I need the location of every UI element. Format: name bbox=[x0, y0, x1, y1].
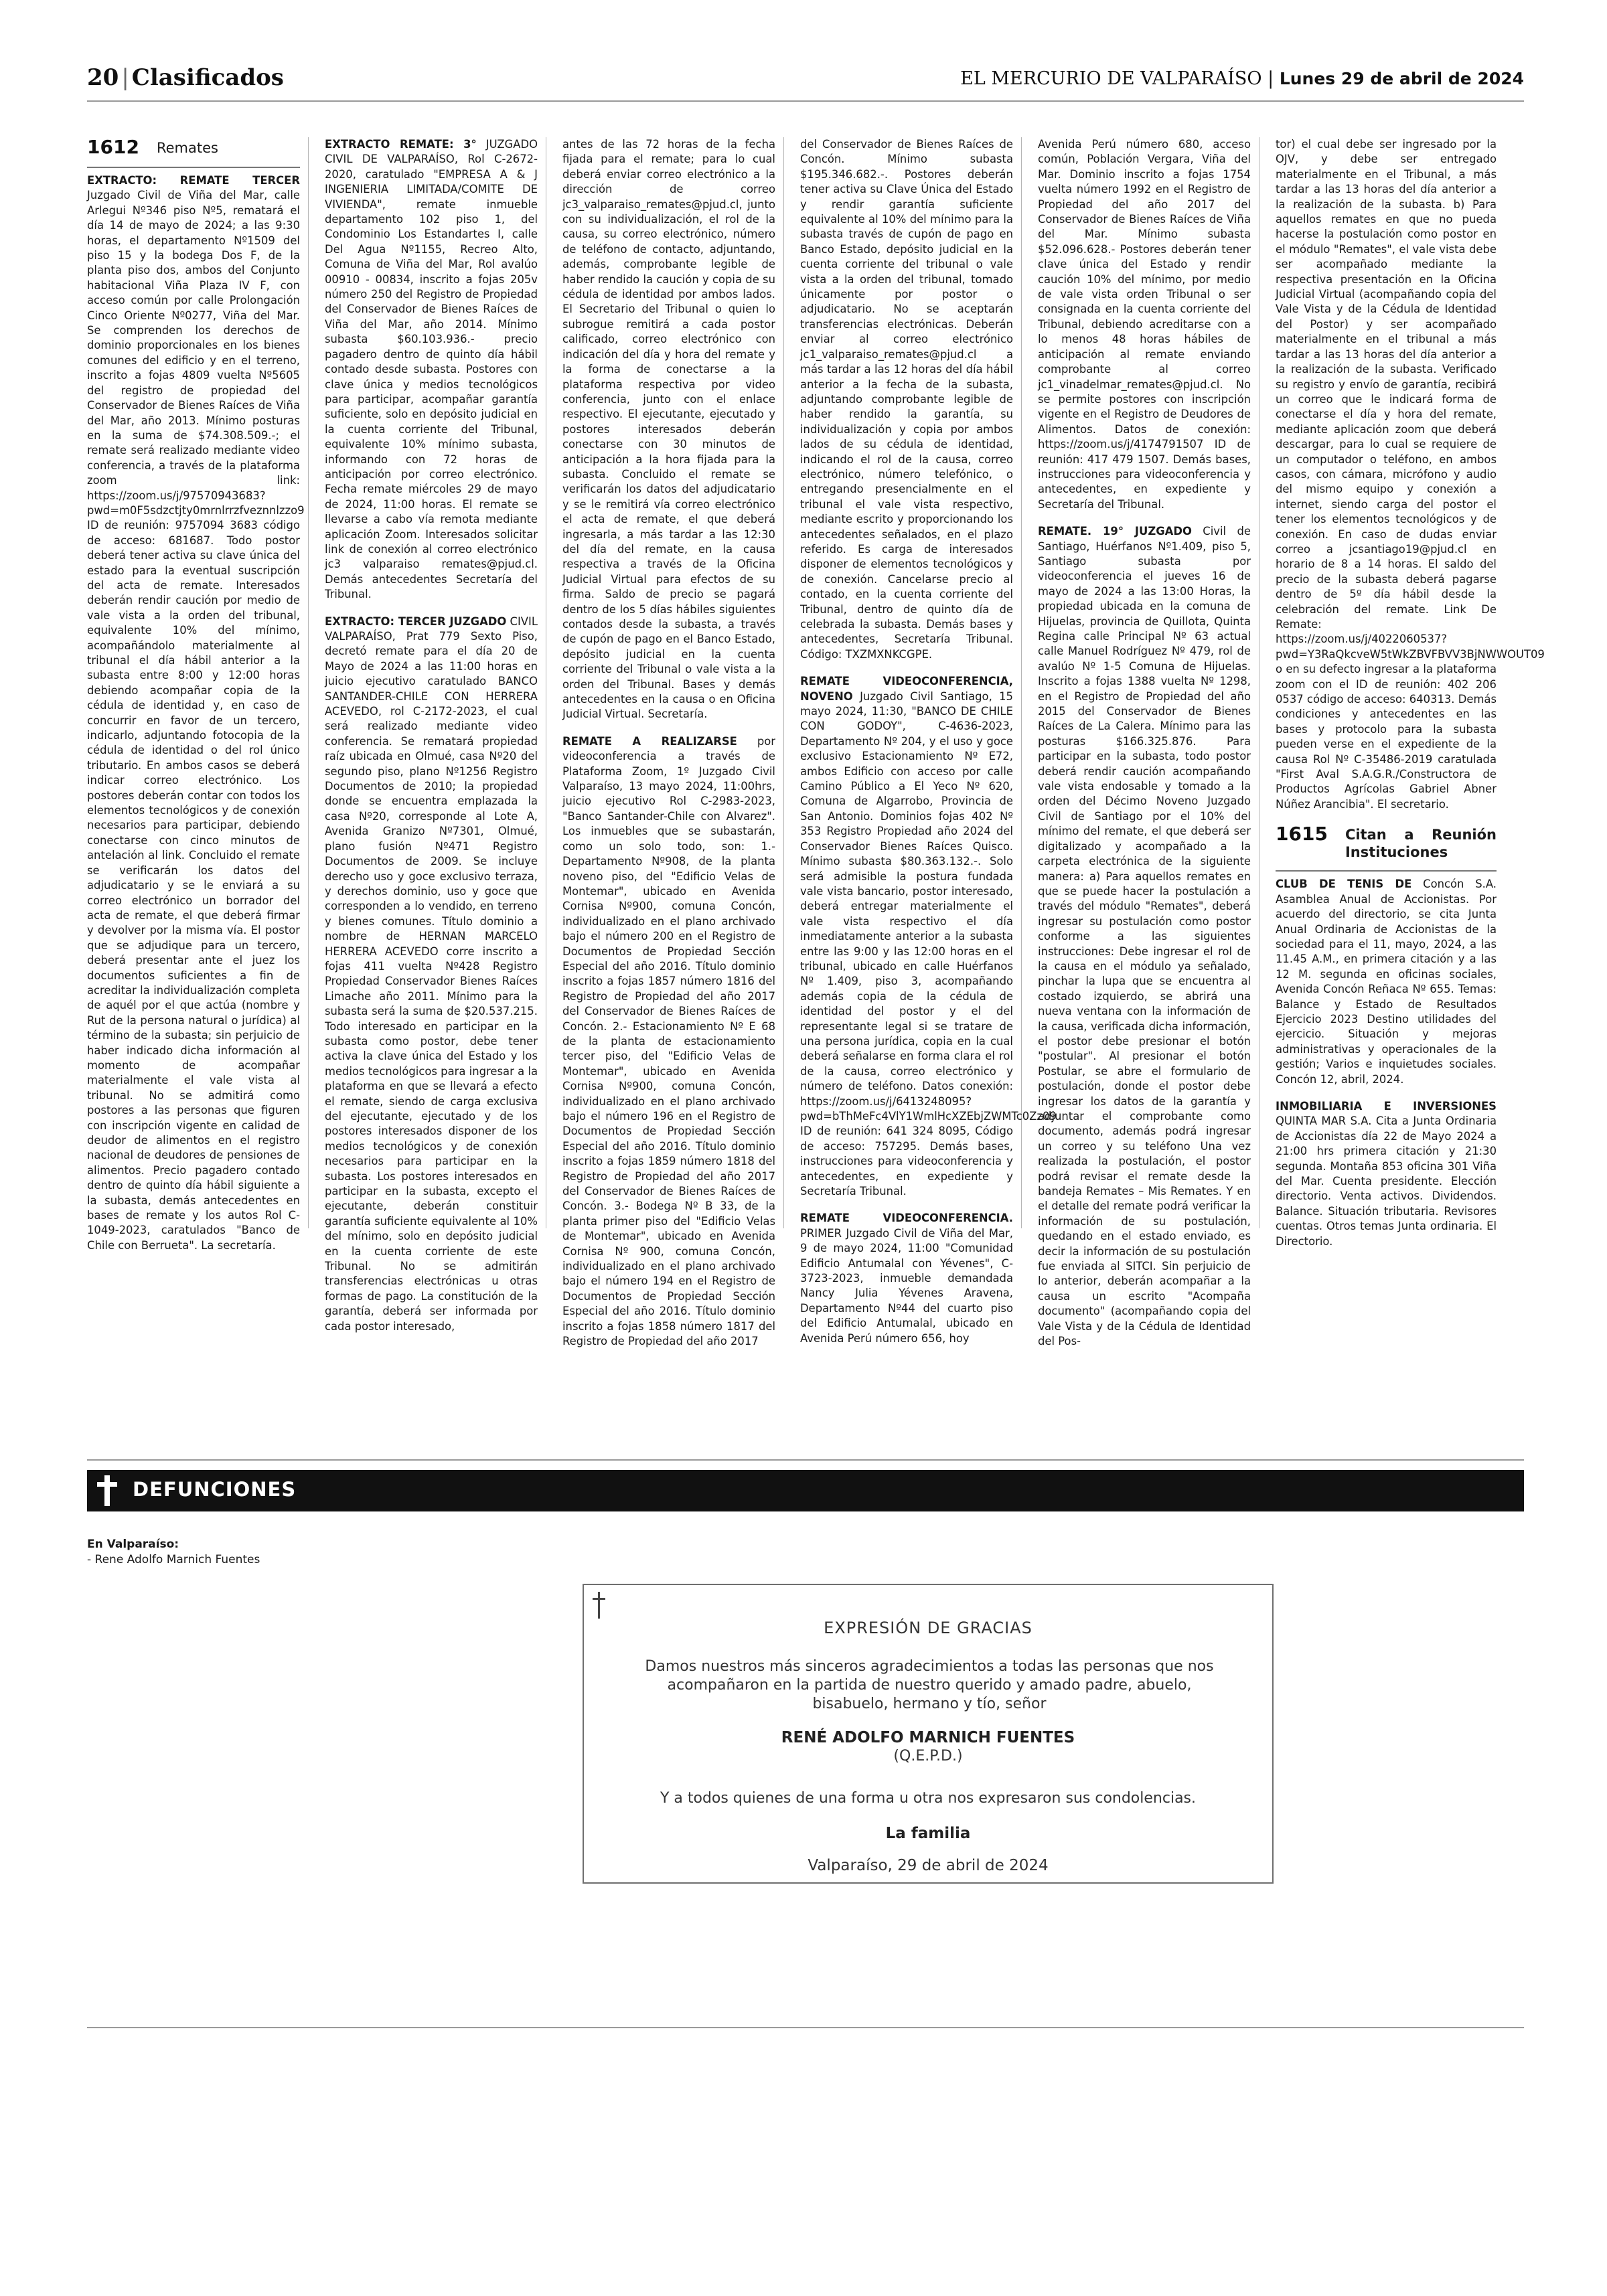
section-title: Citan a Reunión Instituciones bbox=[1345, 827, 1497, 861]
location-label: En Valparaíso: bbox=[87, 1538, 179, 1551]
card-thanks: Y a todos quienes de una forma u otra nos expresaron sus condolencias. bbox=[660, 1790, 1197, 1807]
deceased-name: RENÉ ADOLFO MARNICH FUENTES bbox=[781, 1729, 1075, 1746]
notice bbox=[562, 734, 775, 1349]
column-6 bbox=[1276, 137, 1545, 1248]
notice-title: EXTRACTO: TERCER JUZGADO bbox=[325, 614, 507, 628]
notice-body: Juzgado Civil de Viña del Mar, calle Arlegui Nº346 piso Nº5, rematará el día 14 de mayo de 2024; a las 9:30 horas, el departamento Nº1509 del piso 15 y la bodega Dos F, de la planta piso dos, ambos del Conjunto habitacional Viña Plaza IV F, con acceso común por calle Prolongación Cinco Oriente Nº0277, Viña del Mar. Se comprenden los derechos de dominio proporcionales en los bienes comunes del edificio y en el terreno, inscrito a fojas 4809 vuelta Nº5605 del registro de propiedad del Conservador de Bienes Raíces de Viña del Mar, año 2013. Mínimo posturas en la suma de $74.308.509.-; el remate será realizado mediante video conferencia, a través de la plataforma zoom link: https://zoom.us/j/97570943683?pwd=m0F5sdzctjty0mrnlrrzfveznnlzzo9 ID de reunión: 9757094 3683 código de acceso: 681687. Todo postor deberá tener activa su clave única del estado para la eventual suscripción del acta de remate. Interesados deberán rendir caución por medio de vale vista a la orden del tribunal, equivalente 10% del mínimo, acompañándolo materialmente al tribunal el día hábil anterior a la subasta entre 8:00 y 12:00 horas debiendo acompañar copia de la cédula de identidad y, en caso de concurrir en favor de un tercero, indicarlo, adjuntando fotocopia de la cédula de identidad o del rol único tributario. En ambos casos se deberá indicar correo electrónico. Los postores deberán contar con todos los elementos tecnológicos y de conexión necesarios para participar, debiendo conectarse con cinco minutos de antelación al link. Concluido el remate se verificarán los datos del adjudicatario y se le enviará a su correo electrónico un borrador del acta de remate, el que deberá firmar y devolver por la misma vía. El postor que se adjudique para un tercero, deberá presentar ante el juez los documentos suficientes a fin de acreditar la individualización completa de aquél por el que actúa (nombre y Rut de la persona natural o jurídica) al término de la subasta; sin perjuicio de haber indicado dicha información al momento de acompañar materialmente el vale vista al tribunal. No se admitirá como postores a las personas que figuren con inscripción vigente en calidad de deudor de alimentos en el registro nacional de deudores de pensiones de alimentos. Precio pagadero contado dentro de quinto día hábil siguiente a la subasta, demás antecedentes en bases de remate y los autos Rol C-1049-2023, caratulados "Banco de Chile con Berrueta". La secretaría. bbox=[87, 189, 305, 1252]
card-message: Damos nuestros más sinceros agradecimientos a todas las personas que nos acompañaron en la partida de nuestro querido y amado padre, abuelo, bisabuelo, hermano y tío, señor bbox=[645, 1658, 1214, 1712]
notice-body: Civil de Santiago, Huérfanos Nº1.409, piso 5, Santiago subasta por videoconferencia el jueves 16 de mayo de 2024 a las 13:00 Horas, la propiedad ubicada en la comuna de Hijuelas, provincia de Quillota, Quinta Regina calle Principal Nº 63 actual calle Manuel Rodríguez Nº 479, rol de avalúo Nº 1-5 Comuna de Hijuelas. Inscrito a fojas 1388 vuelta Nº 1298, en el Registro de Propiedad del año 2015 del Conservador de Bienes Raíces de La Calera. Mínimo para las posturas $166.325.876. Para participar en la subasta, todo postor deberá rendir caución acompañando vale vista endosable y tomado a la orden del Décimo Noveno Juzgado Civil de Santiago por el 10% del mínimo del remate, el que deberá ser digitalizado y acompañado a la carpeta electrónica de la siguiente manera: a) Para aquellos remates en que se puede hacer la postulación a través del módulo "Remates", deberá ingresar su postulación como postor conforme a las siguientes instrucciones: Debe ingresar el rol de la causa en el módulo ya señalado, pinchar la lupa que se encuentra al costado izquierdo, se abrirá una nueva ventana con la información de la causa, verificada dicha información, el postor debe presionar el botón "postular". Al presionar el botón Postular, se abre el formulario de postulación, donde el postor debe ingresar los datos de la garantía y adjuntar el comprobante como documento, además podrá ingresar un correo y su teléfono Una vez realizada la postulación, el postor podrá revisar el remate desde la bandeja Remates – Mis Remates. Y en el detalle del remate podrá verificar la información de su postulación, quedando en el estado enviado, es decir la información de su postulación fue enviada al SITCI. Sin perjuicio de lo anterior, deberán acompañar a la causa un escrito "Acompaña documento" (acompañando copia del Vale Vista y de la Cédula de Identidad del Pos- bbox=[1038, 525, 1251, 1348]
notice bbox=[1038, 524, 1251, 1349]
notice-title: CLUB DE TENIS DE bbox=[1276, 878, 1412, 891]
notice-title: EXTRACTO REMATE: 3° bbox=[325, 138, 477, 151]
notice-title: EXTRACTO: REMATE TERCER bbox=[87, 174, 300, 187]
death-notice-entry: - Rene Adolfo Marnich Fuentes bbox=[87, 1553, 260, 1566]
card-signature: La familia bbox=[885, 1825, 971, 1842]
page-bottom-rule bbox=[87, 2027, 1524, 2028]
section-rule bbox=[1276, 870, 1497, 872]
column-2 bbox=[325, 137, 538, 1333]
cross-icon bbox=[94, 1474, 121, 1507]
notice-body: QUINTA MAR S.A. Cita a Junta Ordinaria de Accionistas día 22 de Mayo 2024 a 21:00 hrs primera citación y 21:30 segunda. Montaña 853 oficina 301 Viña del Mar. Cuenta presidente. Elección directorio. Venta activos. Dividendos. Balance. Situación tributaria. Revisores cuentas. Otros temas Junta ordinaria. El Directorio. bbox=[1276, 1115, 1497, 1248]
page-number: 20 bbox=[87, 64, 119, 91]
notice-body: CIVIL VALPARAÍSO, Prat 779 Sexto Piso, decretó remate para el día 20 de Mayo de 2024 a las 11:00 horas en juicio ejecutivo caratulado BANCO SANTANDER-CHILE CON HERRERA ACEVEDO, rol C-2172-2023, el cual será realizado mediante video conferencia. Se rematará propiedad raíz ubicada en Olmué, casa Nº20 del segundo piso, plano Nº1256 Registro Documentos de 2010; la propiedad donde se encuentra emplazada la casa Nº20, corresponde al Lote A, Avenida Granizo Nº7301, Olmué, plano fusión Nº471 Registro Documentos de 2009. Se incluye derecho uso y goce exclusivo terraza, y derechos dominio, uso y goce que corresponden a lo vendido, en terreno y bienes comunes. Título dominio a nombre de HERNAN MARCELO HERRERA ACEVEDO corre inscrito a fojas 411 vuelta Nº428 Registro Propiedad Conservador Bienes Raíces Limache año 2011. Mínimo para la subasta será la suma de $20.537.215. Todo interesado en participar en la subasta como postor, debe tener activa la clave única del Estado y los medios tecnológicos para ingresar a la plataforma en que se llevará a efecto el remate, siendo de carga exclusiva del ejecutante, ejecutado y de los postores interesados disponer de los medios tecnológicos y de conexión necesarios para participar en la subasta. Los postores interesados en participar en la subasta, excepto el ejecutante, deberán constituir garantía suficiente equivalente al 10% del mínimo, solo en depósito judicial en la cuenta corriente de este Tribunal. No se admitirán transferencias electrónicas u otras formas de pago. La constitución de la garantía, deberá ser informada por cada postor interesado, bbox=[325, 614, 538, 1333]
notice bbox=[800, 1211, 1013, 1346]
notice-body: del Conservador de Bienes Raíces de Concón. Mínimo subasta $195.346.682.-. Postores deberán tener activa su Clave Única del Estado y rendir garantía suficiente equivalente al 10% del mínimo para la subasta través de cupón de pago en Banco Estado, depósito judicial en la cuenta corriente del tribunal o vale vista a la orden del tribunal, tomado únicamente por postor o adjudicatario. No se aceptarán transferencias electrónicas. Deberán enviar al correo electrónico jc1_valparaiso_remates@pjud.cl a más tardar a las 12 horas del día hábil anterior a la fecha de la subasta, adjuntando comprobante legible de haber rendido la garantía, su individualización y copia por ambos lados de su cédula de identidad, indicando el rol de la causa, correo electrónico, número telefónico, o entregando presencialmente en el tribunal el vale vista respectivo, mediante escrito y proporcionando los antecedentes señalados, en el plazo referido. Es carga de interesados disponer de elementos tecnológicos y de conexión. Cancelarse precio al contado, en la cuenta corriente del Tribunal, dentro de quinto día de celebrada la subasta. Demás bases y antecedentes, Secretaría Tribunal. Código: TXZMXNKCGPE. bbox=[800, 138, 1013, 661]
section-number: 1615 bbox=[1276, 823, 1328, 845]
section-heading bbox=[1276, 824, 1497, 861]
card-date: Valparaíso, 29 de abril de 2024 bbox=[808, 1857, 1049, 1874]
notice bbox=[325, 614, 538, 1335]
notice bbox=[325, 137, 538, 602]
issue-date: Lunes 29 de abril de 2024 bbox=[1279, 69, 1524, 88]
gratitude-notice-card bbox=[583, 1584, 1274, 1884]
notice-title: INMOBILIARIA E INVERSIONES bbox=[1276, 1099, 1497, 1113]
newspaper-name: EL MERCURIO DE VALPARAÍSO bbox=[960, 68, 1262, 89]
masthead: EL MERCURIO DE VALPARAÍSO | Lunes 29 de abril de 2024 bbox=[960, 68, 1524, 89]
defunciones-top-rule bbox=[87, 1459, 1524, 1461]
notice-title: REMATE. 19° JUZGADO bbox=[1038, 525, 1192, 538]
notice-body: Juzgado Civil Santiago, 15 mayo 2024, 11:30, "BANCO DE CHILE CON GODOY", C-4636-2023, Departamento Nº 204, y el uso y goce exclusivo Estacionamiento Nº E72, ambos Edificio con acceso por calle Camino Público a El Yeco Nº 620, Comuna de Algarrobo, Provincia de San Antonio. Dominios fojas 402 Nº 353 Registro Propiedad año 2024 del Conservador Bienes Raíces Quisco. Mínimo subasta $80.363.132.-. Solo será admisible la postura fundada vale vista bancario, postor interesado, deberá entregar materialmente el vale vista respectivo el día inmediatamente anterior a la subasta entre las 9:00 y las 12:00 horas en el tribunal, ubicado en calle Huérfanos Nº 1.409, piso 3, acompañando además copia de la cédula de identidad del postor y el del representante legal si se tratare de una persona jurídica, copia en la cual deberá señalarse en forma clara el rol de la causa, correo electrónico y número de teléfono. Datos conexión: https://zoom.us/j/6413248095?pwd=bThMeFc4VlY1WmlHcXZEbjZWMTc0Zz09 ID de reunión: 641 324 8095, Código de acceso: 757295. Demás bases, instrucciones para videoconferencia y antecedentes, en expediente y Secretaría Tribunal. bbox=[800, 689, 1057, 1198]
notice-continuation bbox=[1276, 137, 1545, 812]
notice-body: Avenida Perú número 680, acceso común, Población Vergara, Viña del Mar. Dominio inscrito a fojas 1754 vuelta número 1992 en el Registro de Propiedad del año 2017 del Conservador de Bienes Raíces de Viña del Mar. Mínimo subasta $52.096.628.- Postores deberán tener clave única del Estado y rendir caución 10% del mínimo, por medio de vale vista orden Tribunal o ser consignada en la cuenta corriente del Tribunal, debiendo acreditarse con a lo menos 48 horas hábiles de anticipación al remate enviando comprobante al correo jc1_vinadelmar_remates@pjud.cl. No se permite postores con inscripción vigente en el Registro de Deudores de Alimentos. Datos de conexión: https://zoom.us/j/4174791507 ID de reunión: 417 479 1507. Demás bases, instrucciones para videoconferencia y antecedentes, en expediente y Secretaría del Tribunal. bbox=[1038, 138, 1251, 511]
notice bbox=[1276, 877, 1497, 1087]
column-4 bbox=[800, 137, 1057, 1345]
notice-body: por videoconferencia a través de Plataforma Zoom, 1º Juzgado Civil Valparaíso, 13 mayo 2024, 11:00hrs, juicio ejecutivo Rol C-2983-2023, "Banco Santander-Chile con Alvarez". Los inmuebles que se subastarán, como un solo todo, son: 1.- Departamento Nº908, de la planta noveno piso, del "Edificio Velas de Montemar", ubicado en Avenida Cornisa Nº900, comuna Concón, individualizado en el plano archivado bajo el número 200 en el Registro de Documentos de Propiedad Sección Especial del año 2016. Título dominio inscrito a fojas 1857 número 1816 del Registro de Propiedad del año 2017 del Conservador de Bienes Raíces de Concón. 2.- Estacionamiento Nº E 68 de la planta de estacionamiento tercer piso, del "Edificio Velas de Montemar", ubicado en Avenida Cornisa Nº900, comuna Concón, individualizado en el plano archivado bajo el número 196 en el Registro de Documentos de Propiedad Sección Especial del año 2016. Título dominio inscrito a fojas 1859 número 1818 del Registro de Propiedad del año 2017 del Conservador de Bienes Raíces de Concón. 3.- Bodega Nº B 33, de la planta primer piso del "Edificio Velas de Montemar", ubicado en Avenida Cornisa Nº 900, comuna Concón, individualizado en el plano archivado bajo el número 194 en el Registro de Documentos de Propiedad Sección Especial del año 2016. Título dominio inscrito a fojas 1858 número 1817 del Registro de Propiedad del año 2017 bbox=[562, 734, 775, 1348]
notice-continuation bbox=[800, 137, 1013, 662]
notice bbox=[1276, 1099, 1497, 1249]
notice-title: REMATE A REALIZARSE bbox=[562, 734, 737, 748]
defunciones-title: DEFUNCIONES bbox=[133, 1478, 297, 1501]
section-heading bbox=[87, 137, 300, 157]
section-name: Clasificados bbox=[131, 64, 284, 91]
cross-icon bbox=[588, 1590, 611, 1620]
section-number: 1612 bbox=[87, 136, 139, 158]
notice-body: tor) el cual debe ser ingresado por la OJV, y debe ser entregado materialmente en el Tribunal, a más tardar a las 13 horas del día anterior a la realización de la subasta. b) Para aquellos remates en que no pueda hacerse la postulación como postor en el módulo "Remates", el vale vista debe ser acompañado mediante la respectiva presentación en la Oficina Judicial Virtual (acompañando copia del Vale Vista y de la Cédula de Identidad del Postor) y ser acompañado materialmente en el tribunal a más tardar a las 13 horas del día anterior a la realización de la subasta. Verificado su registro y envío de garantía, recibirá un correo que le indicará forma de conectarse el día y hora del remate, mediante aplicación zoom que deberá descargar, para lo cual se requiere de un computador o teléfono, en ambos casos, con cámara, micrófono y audio del mismo equipo y conexión a internet, siendo carga del postor el tener los elementos tecnológicos y de conexión. En caso de dudas enviar correo a jcsantiago19@pjud.cl en horario de 8 a 14 horas. El saldo del precio de la subasta deberá pagarse dentro de 5º día hábil desde la celebración del remate. Link De Remate: https://zoom.us/j/4022060537?pwd=Y3RaQkcveW5tWkZBVFBVV3BjNWWOUT09 o en su defecto ingresar a la plataforma zoom con el ID de reunión: 402 206 0537 código de acceso: 640313. Demás condiciones y antecedentes en las bases y protocolo para la subasta pueden verse en el expediente de la causa Rol Nº C-35486-2019 caratulada "First Aval S.A.G.R./Constructora de Productos Agrícolas Gabriel Abner Núñez Arancibia". El secretario. bbox=[1276, 138, 1545, 811]
page-header bbox=[87, 64, 1524, 100]
notice-body: PRIMER Juzgado Civil de Viña del Mar, 9 de mayo 2024, 11:00 "Comunidad Edificio Antumalal con Yévenes", C-3723-2023, inmueble demandada Nancy Julia Yévenes Aravena, Departamento Nº44 del cuarto piso del Edificio Antumalal, ubicado en Avenida Perú número 656, hoy bbox=[800, 1226, 1013, 1345]
defunciones-banner bbox=[87, 1470, 1524, 1511]
card-title: EXPRESIÓN DE GRACIAS bbox=[824, 1619, 1032, 1637]
page-section-label: 20 | Clasificados bbox=[87, 64, 284, 91]
qepd-label: (Q.E.P.D.) bbox=[893, 1748, 963, 1765]
section-rule bbox=[87, 167, 300, 168]
classifieds-columns bbox=[87, 136, 1545, 1348]
death-notices-list bbox=[87, 1537, 260, 1568]
column-3 bbox=[562, 137, 775, 1348]
notice-title: REMATE VIDEOCONFERENCIA. bbox=[800, 1212, 1013, 1225]
notice bbox=[87, 173, 305, 1253]
notice bbox=[800, 674, 1057, 1199]
section-title: Remates bbox=[156, 140, 218, 156]
column-1 bbox=[87, 136, 305, 1252]
notice-continuation bbox=[1038, 137, 1251, 512]
column-5 bbox=[1038, 137, 1251, 1348]
header-divider bbox=[87, 100, 1524, 102]
notice-title: REMATE VIDEOCONFERENCIA, NOVENO bbox=[800, 675, 1013, 703]
notice-body: antes de las 72 horas de la fecha fijada para el remate; para lo cual deberá enviar correo electrónico a la dirección de correo jc3_valparaiso_remates@pjud.cl, junto con su individualización, el rol de la causa, su correo electrónico, número de teléfono de contacto, adjuntando, además, comprobante legible de haber rendido la caución y copia de su cédula de identidad por ambos lados. El Secretario del Tribunal o quien lo subrogue remitirá a cada postor calificado, correo electrónico con indicación del día y hora del remate y la forma de conectarse a la plataforma respectiva por video conferencia, junto con el enlace respectivo. El ejecutante, ejecutado y postores interesados deberán conectarse con 30 minutos de anticipación a la hora fijada para la subasta. Concluido el remate se verificarán los datos del adjudicatario y se le remitirá vía correo electrónico el acta de remate, el que deberá ingresarla, a más tardar a las 12:30 del día del remate, en la causa respectiva a través de la Oficina Judicial Virtual para efectos de su firma. Saldo de precio se pagará dentro de los 5 días hábiles siguientes contados desde la subasta, a través de cupón de pago en el Banco Estado, depósito judicial en la cuenta corriente del Tribunal o vale vista a la orden del Tribunal. Bases y demás antecedentes en la causa o en Oficina Judicial Virtual. Secretaría. bbox=[562, 138, 775, 721]
notice-body: Concón S.A. Asamblea Anual de Accionistas. Por acuerdo del directorio, se cita Junta Anual Ordinaria de Accionistas de la sociedad para el 11, mayo, 2024, a las 11.45 A.M., en primera citación y a las 12 M. segunda en oficinas sociales, Avenida Concón Reñaca Nº 655. Temas: Balance y Estado de Resultados Ejercicio 2023 Destino utilidades del ejercicio. Situación y mejoras administrativas y operacionales de la gestión; Varios e inquietudes sociales. Concón 12, abril, 2024. bbox=[1276, 878, 1497, 1086]
notice-continuation bbox=[562, 137, 775, 722]
notice-body: JUZGADO CIVIL DE VALPARAÍSO, Rol C-2672-2020, caratulado "EMPRESA A & J INGENIERIA LIMITADA/COMITE DE VIVIENDA", remate inmueble departamento 102 piso 1, del Condominio Los Estandartes I, calle Del Agua Nº1155, Recreo Alto, Comuna de Viña del Mar, Rol avalúo 00910 - 00834, inscrito a fojas 205v número 250 del Registro de Propiedad del Conservador de Bienes Raíces de Viña del Mar, año 2014. Mínimo subasta $60.103.936.- precio pagadero dentro de quinto día hábil contado desde subasta. Postores con clave única y medios tecnológicos para participar, acompañar garantía suficiente, solo en depósito judicial en la cuenta corriente del Tribunal, equivalente 10% mínimo subasta, informando con 72 horas de anticipación por correo electrónico. Fecha remate miércoles 29 de mayo de 2024, 11:00 horas. El remate se llevarse a cabo vía remota mediante aplicación Zoom. Interesados solicitar link de conexión al correo electrónico jc3 valparaiso remates@pjud.cl. Demás antecedentes Secretaría del Tribunal. bbox=[325, 138, 538, 601]
